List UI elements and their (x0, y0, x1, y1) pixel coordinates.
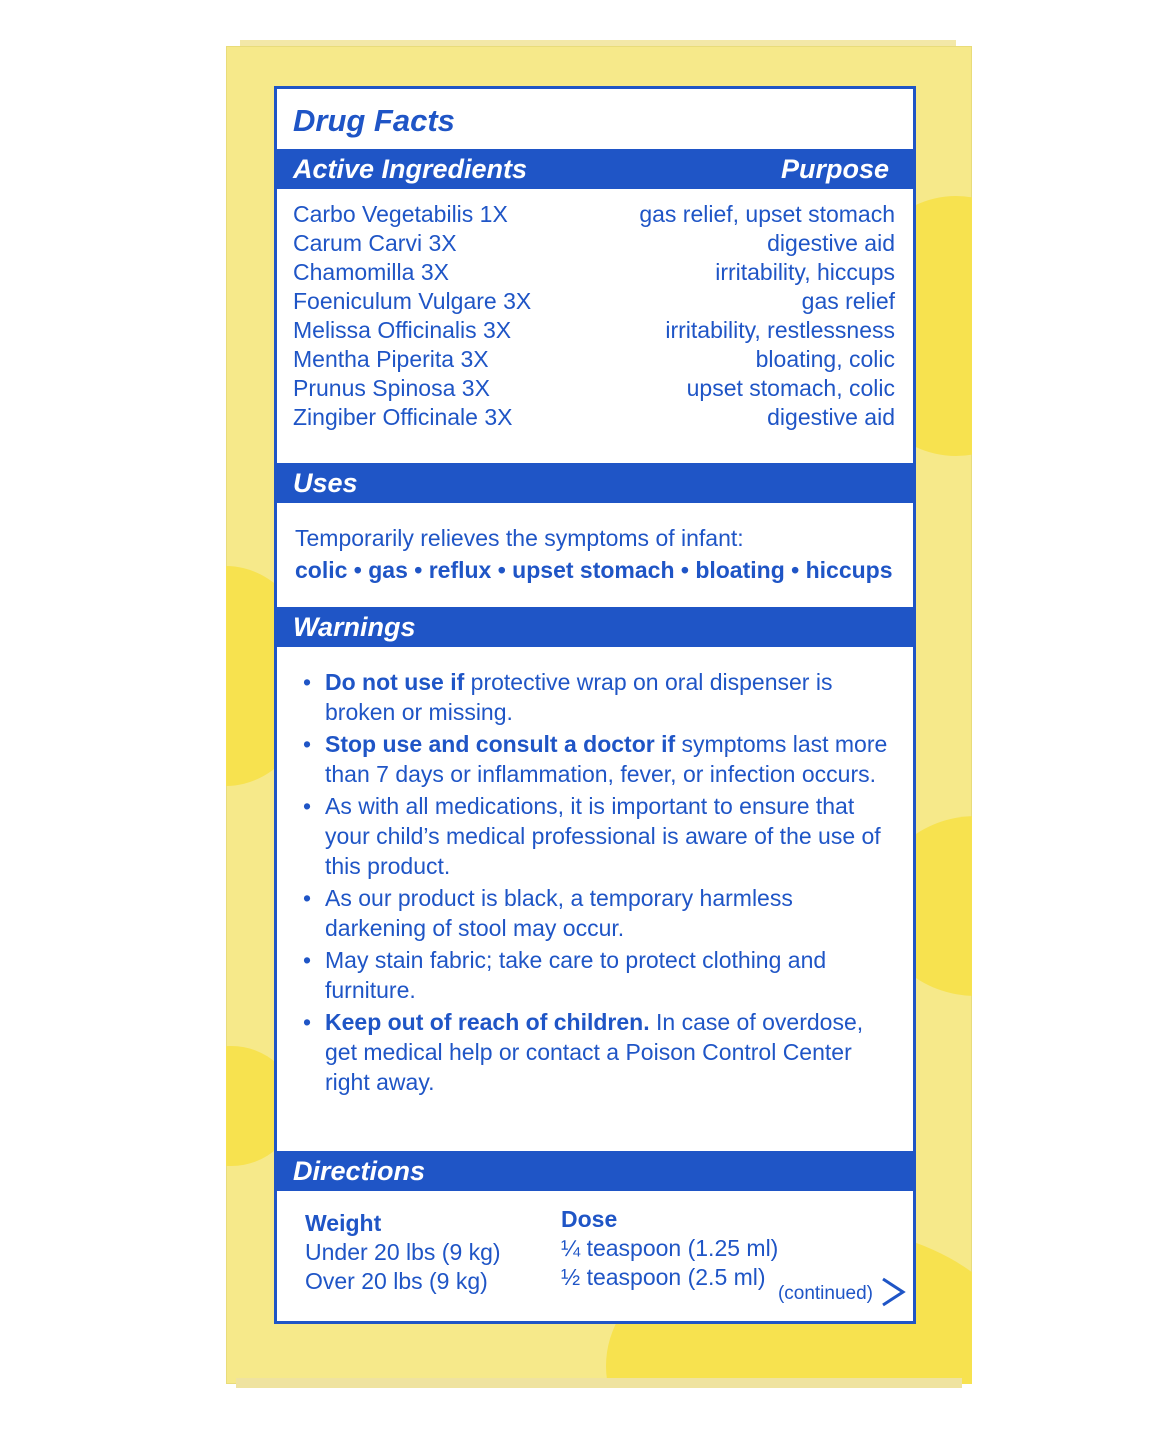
dose-value: ¼ teaspoon (1.25 ml) (561, 1235, 779, 1261)
ingredient-name: Carbo Vegetabilis 1X (293, 201, 508, 227)
warning-item (299, 945, 899, 1005)
uses-label: Uses (293, 468, 358, 498)
warning-text: May stain fabric; take care to protect clothing and furniture. (325, 947, 827, 1003)
continued-label: (continued) (777, 1283, 873, 1304)
warning-text: As with all medications, it is important to ensure that your child’s medical professional is aware of the use of this product. (325, 793, 881, 879)
ingredient-name: Carum Carvi 3X (293, 230, 457, 256)
ingredient-row (293, 259, 895, 289)
ingredient-row (293, 375, 895, 405)
warning-text: symptoms last more than 7 days or inflammation, fever, or infection occurs. (325, 731, 888, 787)
weight-value: Under 20 lbs (9 kg) (305, 1239, 501, 1265)
ingredient-purpose: bloating, colic (755, 346, 895, 372)
uses-symptoms: colic • gas • reflux • upset stomach • bloating • hiccups (295, 557, 893, 583)
ingredient-row (293, 230, 895, 260)
ingredient-name: Foeniculum Vulgare 3X (293, 288, 532, 314)
warning-bold: Keep out of reach of children. (325, 1009, 650, 1035)
product-box (226, 46, 972, 1384)
drug-facts-title: Drug Facts (293, 103, 455, 138)
bullet: • (303, 885, 312, 911)
warning-text: As our product is black, a temporary harmless darkening of stool may occur. (325, 885, 793, 941)
bullet: • (303, 947, 312, 973)
warnings-label: Warnings (293, 612, 416, 642)
warning-bold: Do not use if (325, 669, 465, 695)
warning-item (299, 883, 899, 943)
bullet: • (303, 731, 312, 757)
ingredient-name: Chamomilla 3X (293, 259, 449, 285)
uses-header (277, 463, 913, 503)
warning-text: In case of overdose, get medical help or contact a Poison Control Center right away. (325, 1009, 864, 1095)
warning-item (299, 1007, 899, 1097)
weight-column (305, 1209, 501, 1296)
ingredient-purpose: gas relief (801, 288, 895, 314)
ingredient-name: Prunus Spinosa 3X (293, 375, 490, 401)
dose-header: Dose (561, 1206, 618, 1232)
directions-header (277, 1151, 913, 1191)
ingredient-row (293, 317, 895, 347)
ingredient-purpose: irritability, hiccups (715, 259, 895, 285)
warning-item (299, 667, 899, 727)
ingredient-name: Melissa Officinalis 3X (293, 317, 512, 343)
bullet: • (303, 793, 312, 819)
warning-bold: Stop use and consult a doctor if (325, 731, 676, 757)
warnings-header (277, 607, 913, 647)
ingredient-purpose: irritability, restlessness (665, 317, 895, 343)
ingredient-purpose: gas relief, upset stomach (639, 201, 895, 227)
weight-header: Weight (305, 1210, 382, 1236)
warning-item (299, 791, 899, 881)
ingredient-name: Zingiber Officinale 3X (293, 404, 513, 430)
warnings-list (299, 667, 899, 1099)
ingredient-purpose: digestive aid (767, 230, 895, 256)
box-bottom-edge (236, 1378, 962, 1388)
ingredient-row (293, 201, 895, 231)
warning-item (299, 729, 899, 789)
weight-value: Over 20 lbs (9 kg) (305, 1268, 488, 1294)
chevron-right-icon (877, 1275, 907, 1309)
ingredient-row (293, 288, 895, 318)
uses-text: Temporarily relieves the symptoms of infant: (295, 525, 744, 551)
directions-label: Directions (293, 1156, 426, 1186)
ingredient-row (293, 404, 895, 434)
dose-value: ½ teaspoon (2.5 ml) (561, 1264, 766, 1290)
dose-column (561, 1205, 778, 1292)
bullet: • (303, 669, 312, 695)
drug-facts-panel (274, 86, 916, 1324)
ingredient-row (293, 346, 895, 376)
warning-text: protective wrap on oral dispenser is broken or missing. (325, 669, 833, 725)
ingredient-purpose: upset stomach, colic (686, 375, 895, 401)
active-ingredients-label: Active Ingredients (293, 154, 528, 184)
bullet: • (303, 1009, 312, 1035)
purpose-label: Purpose (780, 154, 889, 184)
active-ingredients-header (277, 149, 913, 189)
ingredient-name: Mentha Piperita 3X (293, 346, 489, 372)
ingredient-purpose: digestive aid (767, 404, 895, 430)
